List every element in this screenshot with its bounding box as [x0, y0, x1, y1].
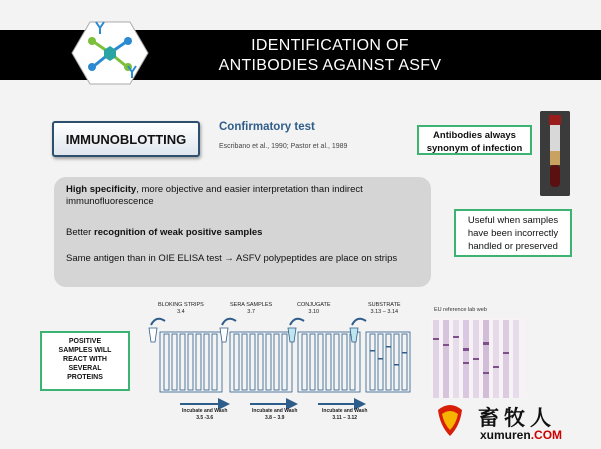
tray-3	[298, 332, 360, 392]
useful-line-1: Useful when samples	[467, 215, 559, 226]
point-1-bold: High specificity	[66, 184, 137, 195]
immunoblotting-label: IMMUNOBLOTTING	[52, 121, 200, 157]
tray-1	[160, 332, 222, 392]
positive-line-4: SEVERAL	[68, 365, 102, 372]
tray-4	[366, 332, 410, 392]
eu-reference-label: EU reference lab web	[434, 307, 487, 313]
step-number: 3.13 – 3.14	[370, 309, 399, 315]
point-1-rest: , more objective and easier interpretation than indirect immunofluorescence	[66, 184, 363, 207]
confirmatory-test-title: Confirmatory test	[219, 121, 315, 133]
incubate-number: 3.11 – 3.12	[332, 415, 358, 421]
point-same-antigen: Same antigen than in OIE ELISA test → ASFV polypeptides are place on strips	[66, 253, 398, 264]
point-2-pre: Better	[66, 227, 94, 238]
title-line-1: IDENTIFICATION OF	[251, 37, 409, 54]
positive-line-3: REACT WITH	[63, 356, 107, 363]
antibodies-line-1: Antibodies always	[433, 130, 516, 141]
step-number: 3.4	[177, 309, 185, 315]
watermark-cn: 畜牧人	[478, 406, 556, 430]
step-number: 3.7	[247, 309, 255, 315]
incubate-number: 3.5 -3.6	[196, 415, 214, 421]
tray-4-bands	[370, 346, 407, 366]
reference-citation: Escribano et al., 1990; Pastor et al., 1989	[219, 143, 348, 150]
incubate-3	[322, 408, 367, 422]
positive-line-5: PROTEINS	[67, 374, 103, 381]
antibodies-line-2: synonym of infection	[426, 143, 523, 154]
useful-line-3: handled or preserved	[468, 241, 558, 252]
step-label: SUBSTRATE	[368, 302, 401, 308]
title-line-2: ANTIBODIES AGAINST ASFV	[218, 57, 442, 74]
watermark-en	[480, 428, 562, 442]
point-2-bold: recognition of weak positive samples	[94, 227, 263, 238]
incubate-label: Incubate and Wash	[252, 408, 298, 414]
useful-line-2: have been incorrectly	[467, 228, 559, 239]
step-label: BLOKING STRIPS	[158, 302, 204, 308]
incubate-number: 3.8 – 3.9	[264, 415, 285, 421]
positive-line-2: SAMPLES WILL	[58, 347, 112, 354]
tray-2	[230, 332, 292, 392]
positive-line-1: POSITIVE	[68, 338, 102, 345]
incubate-label: Incubate and Wash	[322, 408, 368, 414]
watermark-en-main: xumuren	[480, 428, 531, 442]
step-label: CONJUGATE	[297, 302, 331, 308]
step-label: SERA SAMPLES	[230, 302, 273, 308]
watermark-en-suffix: .COM	[530, 428, 563, 442]
incubate-label: Incubate and Wash	[182, 408, 228, 414]
incubate-1	[182, 408, 227, 422]
incubate-2	[252, 408, 297, 422]
eu-reference-strips	[430, 318, 526, 398]
curved-arrows	[151, 319, 366, 325]
step-number: 3.10	[308, 309, 320, 315]
